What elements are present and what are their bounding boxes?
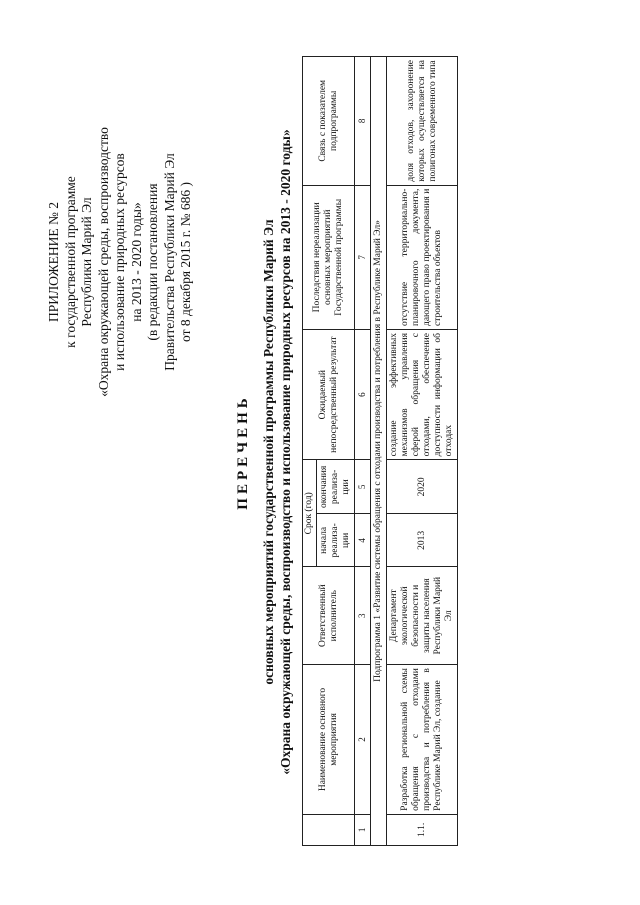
header-end: окончания реализа-ции (317, 460, 355, 514)
column-number: 5 (355, 460, 371, 514)
column-number: 1 (355, 814, 371, 845)
column-number: 3 (355, 567, 371, 665)
row-name: Разработка региональной схемы обращения с отходами производства и потребления в Республике Марий Эл, создание (387, 665, 458, 815)
document-title-block (235, 52, 294, 852)
document-title: ПЕРЕЧЕНЬ (235, 394, 251, 510)
approval-line: (в редакции постановления (145, 183, 160, 341)
approval-line: «Охрана окружающей среды, воспроизводство (95, 127, 111, 397)
column-number-row (355, 57, 371, 846)
approval-line: и использование природных ресурсов (112, 153, 127, 371)
row-number: 1.1. (387, 814, 458, 845)
column-number: 2 (355, 665, 371, 815)
rotated-document-sheet (40, 52, 600, 852)
table-row (387, 57, 458, 846)
header-link: Связь с показателем подпрограммы (303, 57, 355, 186)
row-start: 2013 (387, 514, 458, 567)
header-term: Срок (год) (303, 460, 317, 567)
header-executor: Ответственный исполнитель (303, 567, 355, 665)
header-consequences: Последствия нереализации основных мероприятий Государственной программы (303, 185, 355, 329)
approval-line: на 2013 - 2020 годы» (128, 202, 144, 322)
column-number: 4 (355, 514, 371, 567)
header-number (303, 814, 355, 845)
measures-table (302, 56, 458, 846)
approval-line: от 8 декабря 2015 г. № 686 ) (178, 182, 193, 342)
row-executor: Департамент экологической безопасности и защиты населения Республики Марий Эл (387, 567, 458, 665)
subprogram-row (371, 57, 387, 846)
column-number: 8 (355, 57, 371, 186)
header-result: Ожидаемый непосредственный результат (303, 330, 355, 460)
approval-line: Правительства Республики Марий Эл (161, 153, 177, 371)
approval-block (46, 82, 195, 442)
approval-line: к государственной программе (62, 176, 78, 348)
subprogram-title: Подпрограмма 1 «Развитие системы обращения с отходами производства и потребления в Республике Марий Эл» (371, 57, 387, 846)
row-link: доля отходов, захоронение которых осуществляется на полигонах современного типа (387, 57, 458, 186)
row-consequences: отсутствие территориально-планировочного документа, дающего право проектирования и строительства объектов (387, 185, 458, 329)
header-start: начала реализа-ции (317, 514, 355, 567)
row-result: создание эффективных механизмов управления сферой обращения с отходами, обеспечение доступности информации об отходах (387, 330, 458, 460)
document-subtitle: основных мероприятий государственной программы Республики Марий Эл (261, 219, 276, 685)
document-subtitle-program: «Охрана окружающей среды, воспроизводство и использование природных ресурсов на 2013 - 2020 годы» (278, 129, 293, 775)
column-number: 6 (355, 330, 371, 460)
approval-line: Республики Марий Эл (79, 197, 94, 327)
header-name: Наименование основного мероприятия (303, 665, 355, 815)
row-end: 2020 (387, 460, 458, 514)
column-number: 7 (355, 185, 371, 329)
approval-line: ПРИЛОЖЕНИЕ № 2 (46, 201, 61, 323)
